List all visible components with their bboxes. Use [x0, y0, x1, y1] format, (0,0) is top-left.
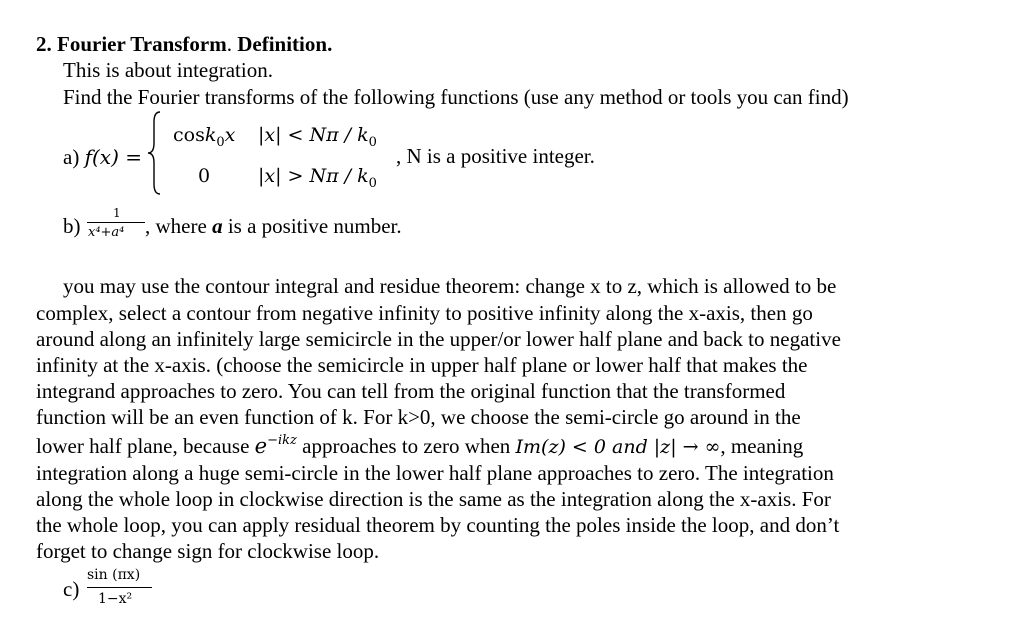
line7-math: Im(z) < 0 and |z| → ∞: [515, 436, 721, 458]
case1-cond-text: |x| < Nπ / k: [258, 124, 369, 146]
paragraph-line-11: forget to change sign for clockwise loop.: [36, 539, 380, 563]
case1-cos: cos: [173, 124, 205, 146]
part-c-denominator: 1−x²: [98, 591, 133, 607]
intro-line-2: Find the Fourier transforms of the following functions (use any method or tools you can find): [63, 85, 849, 109]
paragraph-line-9: along the whole loop in clockwise direction is the same as the integration along the x-axis. For: [36, 487, 831, 511]
part-a-func: f(x) =: [84, 145, 142, 169]
paragraph-line-5: integrand approaches to zero. You can tell from the original function that the transformed: [36, 379, 786, 403]
part-a-note: , N is a positive integer.: [396, 144, 595, 168]
part-c-label: c): [63, 577, 80, 601]
case1-x: x: [224, 124, 236, 146]
part-b-text: [145, 216, 402, 237]
heading-title-part1: Fourier Transform: [57, 32, 227, 56]
line7-text-c: , meaning: [720, 434, 804, 458]
line7-text-a: lower half plane, because: [36, 434, 255, 458]
paragraph-line-2: complex, select a contour from negative infinity to positive infinity along the x-axis, then go: [36, 301, 813, 325]
heading-title-part2: Definition.: [237, 32, 333, 56]
paragraph-line-7: [36, 433, 804, 458]
intro-line-1: This is about integration.: [63, 58, 273, 82]
part-b-numerator: 1: [113, 206, 121, 220]
section-heading: [36, 34, 332, 55]
part-c-fraction-bar: [87, 587, 152, 588]
paragraph-line-6: function will be an even function of k. For k>0, we choose the semi-circle go around in the: [36, 405, 801, 429]
case1-k-sub: 0: [216, 135, 225, 150]
part-b-label: b): [63, 214, 81, 238]
case1-expression: [173, 124, 236, 150]
case1-condition: [258, 124, 377, 150]
part-b-comma: ,: [145, 214, 151, 238]
heading-number: 2.: [36, 32, 52, 56]
part-a-letter: a): [63, 145, 85, 169]
paragraph-line-10: the whole loop, you can apply residual theorem by counting the poles inside the loop, and don’t: [36, 513, 840, 537]
part-b-rest: is a positive number.: [222, 214, 402, 238]
case2-expression: 0: [198, 165, 211, 187]
case2-condition: [258, 165, 377, 191]
part-b-denominator: x⁴+a⁴: [88, 225, 125, 240]
part-b-fraction-bar: [87, 222, 145, 223]
line7-exp-sup: −ikz: [267, 433, 297, 448]
line7-exp-base: e: [254, 434, 268, 458]
heading-title-period: .: [226, 32, 232, 56]
case1-k: k: [204, 124, 217, 146]
paragraph-line-1: you may use the contour integral and residue theorem: change x to z, which is allowed to be: [63, 274, 837, 298]
paragraph-line-8: integration along a huge semi-circle in the lower half plane approaches to zero. The integration: [36, 461, 834, 485]
part-b-var: a: [212, 214, 223, 238]
paragraph-line-3: around along an infinitely large semicircle in the upper/or lower half plane and back to negative: [36, 327, 841, 351]
case1-cond-sub: 0: [368, 135, 377, 150]
piecewise-brace: [146, 110, 164, 196]
case2-cond-sub: 0: [368, 176, 377, 191]
part-a-label: [63, 147, 142, 168]
line7-text-b: approaches to zero when: [296, 434, 516, 458]
paragraph-line-4: infinity at the x-axis. (choose the semicircle in upper half plane or lower half that makes the: [36, 353, 808, 377]
part-c-numerator: sin (πx): [87, 567, 141, 583]
part-b-where: where: [150, 214, 213, 238]
case2-cond-text: |x| > Nπ / k: [258, 165, 369, 187]
